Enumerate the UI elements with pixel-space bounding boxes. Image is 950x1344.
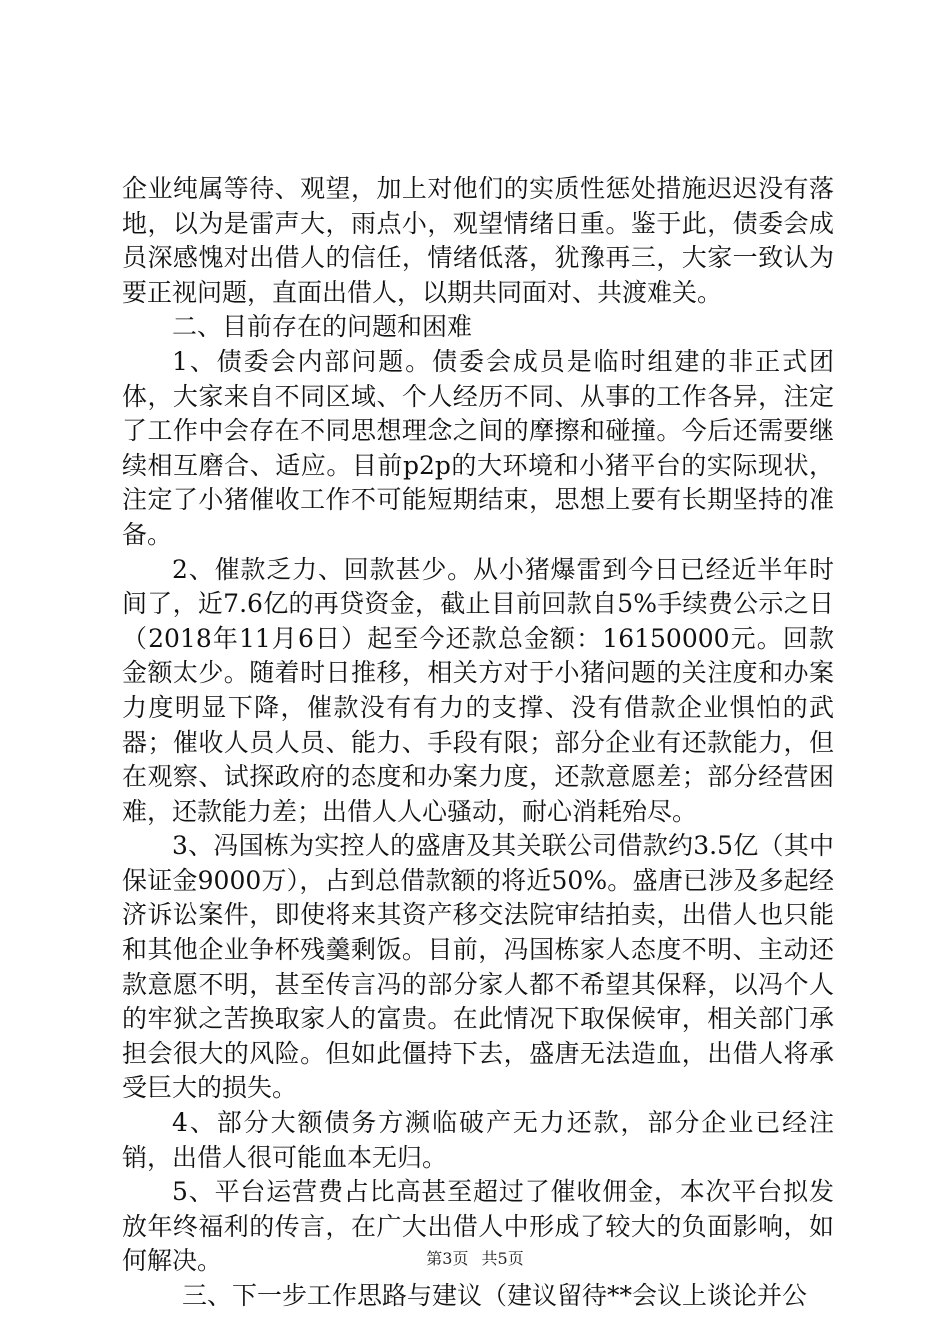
- page-number: 第3页: [426, 1249, 469, 1268]
- paragraph-item-1: 1、债委会内部问题。债委会成员是临时组建的非正式团体，大家来自不同区域、个人经历不同、从事的工作各异，注定了工作中会存在不同思想理念之间的摩擦和碰撞。今后还需要继续相互磨合、适应。目前p2p的大环境和小猪平台的实际现状，注定了小猪催收工作不可能短期结束，思想上要有长期坚持的准备。: [122, 346, 834, 549]
- section-heading-problems: 二、目前存在的问题和困难: [172, 312, 473, 342]
- page-total: 共5页: [481, 1249, 524, 1268]
- page-footer: [0, 1246, 950, 1269]
- section-heading-next-steps: 三、下一步工作思路与建议（建议留待**会议上谈论并公: [182, 1281, 808, 1310]
- document-body: [122, 172, 834, 1314]
- paragraph-item-4: 4、部分大额债务方濒临破产无力还款，部分企业已经注销，出借人很可能血本无归。: [122, 1108, 834, 1172]
- paragraph-item-5: 5、平台运营费占比高甚至超过了催收佣金，本次平台拟发放年终福利的传言，在广大出借人中形成了较大的负面影响，如何解决。: [122, 1177, 834, 1276]
- paragraph-item-3: 3、冯国栋为实控人的盛唐及其关联公司借款约3.5亿（其中保证金9000万），占到总借款额的将近50%。盛唐已涉及多起经济诉讼案件，即使将来其资产移交法院审结拍卖，出借人也只能和其他企业争杯残羹剩饭。目前，冯国栋家人态度不明、主动还款意愿不明，甚至传言冯的部分家人都不希望其保释，以冯个人的牢狱之苦换取家人的富贵。在此情况下取保候审，相关部门承担会很大的风险。但如此僵持下去，盛唐无法造血，出借人将承受巨大的损失。: [122, 831, 834, 1103]
- paragraph-item-2: 2、催款乏力、回款甚少。从小猪爆雷到今日已经近半年时间了，近7.6亿的再贷资金，截止目前回款自5%手续费公示之日（2018年11月6日）起至今还款总金额：16150000元。回款金额太少。随着时日推移，相关方对于小猪问题的关注度和办案力度明显下降，催款没有有力的支撑、没有借款企业惧怕的武器；催收人员人员、能力、手段有限；部分企业有还款能力，但在观察、试探政府的态度和办案力度，还款意愿差；部分经营困难，还款能力差；出借人人心骚动，耐心消耗殆尽。: [122, 554, 834, 826]
- paragraph-continuation: 企业纯属等待、观望，加上对他们的实质性惩处措施迟迟没有落地，以为是雷声大，雨点小，观望情绪日重。鉴于此，债委会成员深感愧对出借人的信任，情绪低落，犹豫再三，大家一致认为要正视问题，直面出借人，以期共同面对、共渡难关。: [122, 174, 834, 307]
